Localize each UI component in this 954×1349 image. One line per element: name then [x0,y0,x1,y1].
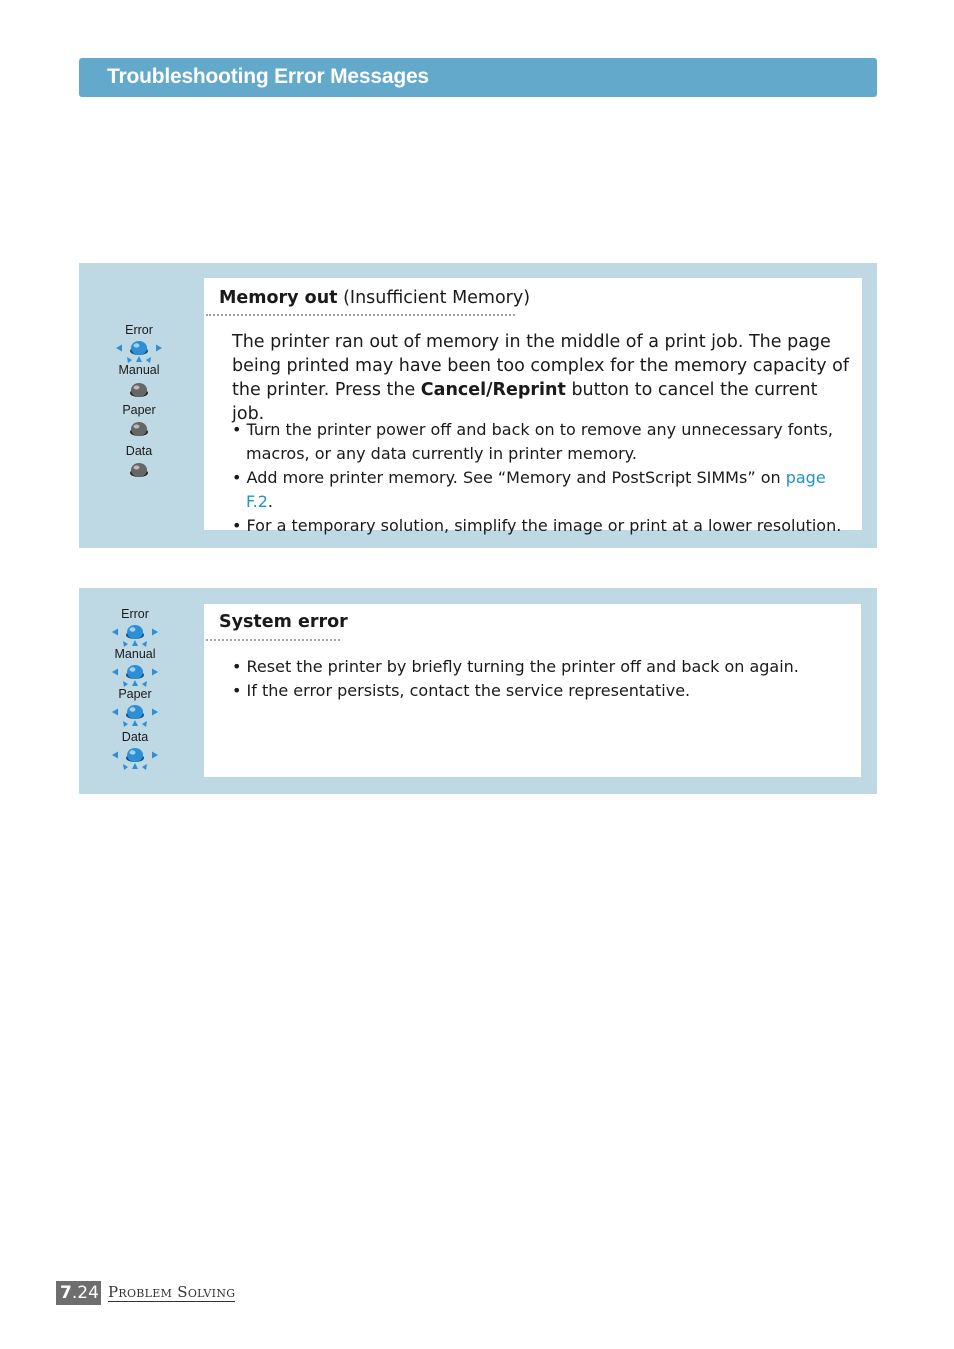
led-label-manual: Manual [114,647,156,661]
led-label-manual: Manual [118,363,160,377]
memory-out-panel [79,263,877,548]
memory-out-title-bold: Memory out [219,288,338,308]
chapter-number: 7 [60,1283,72,1303]
system-error-panel [79,588,877,794]
memory-out-title [219,288,530,308]
title-divider [206,314,515,316]
led-indicator-column [79,263,199,548]
page-number-badge [56,1281,101,1305]
list-item-text-end: . [267,492,273,511]
paper-led-off-icon [129,420,149,438]
system-error-card [204,604,861,777]
memory-out-description [232,330,852,426]
title-divider [206,639,340,641]
list-item [232,466,857,514]
cancel-reprint-label: Cancel/Reprint [420,380,566,400]
paper-led-blinking-icon [110,700,160,732]
section-header-bar [79,58,877,97]
system-error-title-text: System error [219,612,348,632]
led-label-error: Error [121,607,149,621]
memory-out-solutions [232,418,857,538]
system-error-title [219,612,348,632]
footer-section-title: Problem Solving [108,1283,236,1301]
manual-led-off-icon [129,381,149,399]
memory-out-card [204,278,862,535]
led-label-data: Data [121,730,149,744]
list-item: • Reset the printer by briefly turning the printer off and back on again. [232,657,799,676]
description-text-end: button to cancel the current job. [232,380,818,424]
led-label-paper: Paper [118,687,152,701]
memory-out-title-rest: (Insufficient Memory) [337,288,531,308]
page-title: Troubleshooting Error Messages [107,65,429,88]
description-text: The printer ran out of memory in the middle of a print job. The page being printed may have been too complex for the memory capacity of the printer. Press the [232,332,850,400]
data-led-off-icon [129,461,149,479]
data-led-blinking-icon [110,743,160,775]
led-label-error: Error [125,323,153,337]
page-number: .24 [71,1283,99,1303]
system-error-solutions [232,655,857,703]
led-label-data: Data [125,444,153,458]
list-item: • If the error persists, contact the service representative. [232,681,691,700]
led-label-paper: Paper [122,403,156,417]
list-item: • Turn the printer power off and back on to remove any unnecessary fonts, macros, or any data currently in printer memory. [232,420,833,463]
page-link[interactable]: page F.2 [246,468,826,511]
list-item-text: • Add more printer memory. See “Memory and PostScript SIMMs” on [232,468,786,487]
led-indicator-column [79,588,199,794]
list-item: • For a temporary solution, simplify the image or print at a lower resolution. [232,516,842,535]
